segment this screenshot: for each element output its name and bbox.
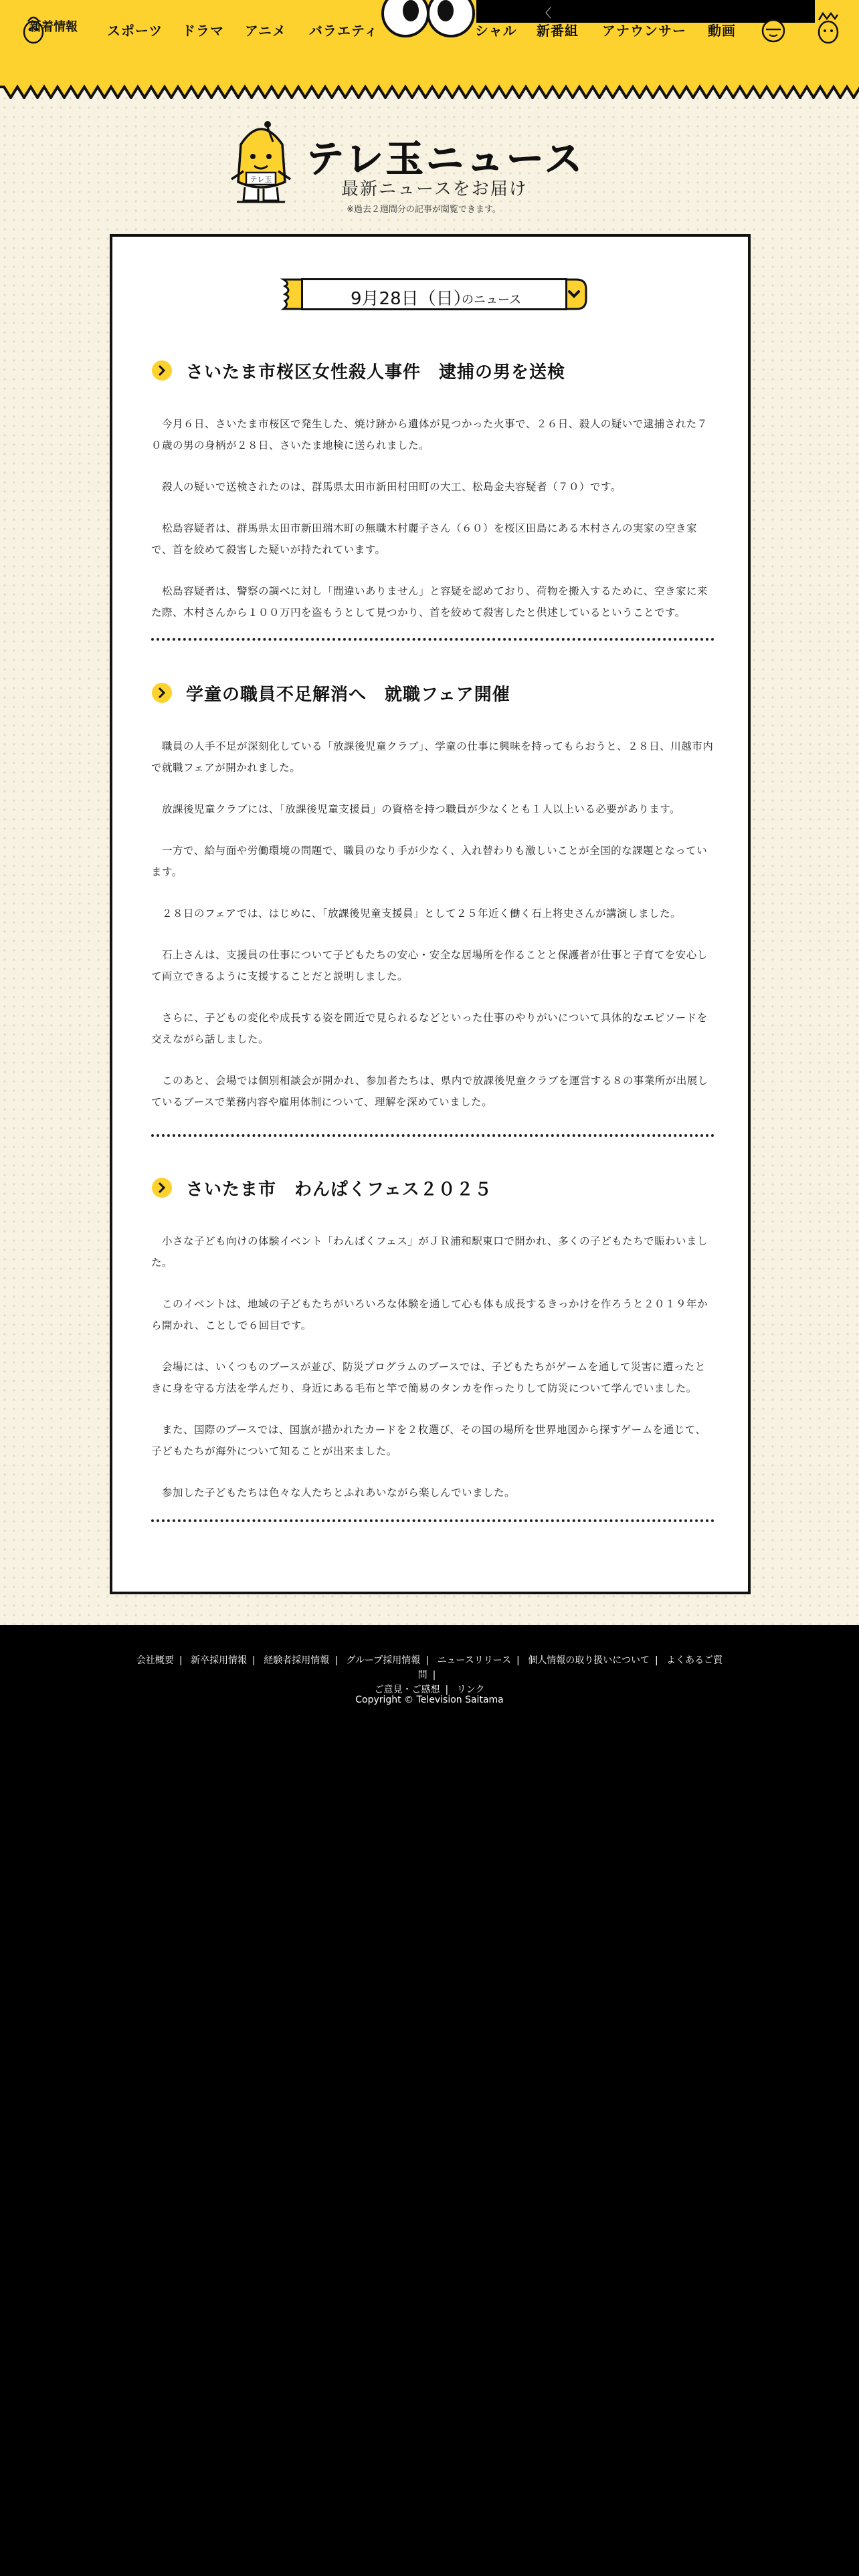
article-divider: [151, 1134, 714, 1137]
banner-text: 〈: [539, 7, 551, 21]
article-paragraph: このイベントは、地域の子どもたちがいろいろな体験を通して心も体も成長するきっかけを作ろうと２０１９年から開かれ、ことしで６回目です。: [151, 1298, 708, 1331]
article-title: 学童の職員不足解消へ 就職フェア開催: [186, 685, 510, 705]
logo-label[interactable]: 新着情報: [29, 20, 78, 34]
date-suffix: のニュース: [462, 293, 522, 307]
nav-announcer[interactable]: アナウンサー: [602, 23, 686, 39]
archive-note: ※過去２週間分の記事が閲覧できます。: [347, 205, 501, 215]
article-paragraph: 松島容疑者は、警察の調べに対し「間違いありません」と容疑を認めており、荷物を搬入するために、空き家に来た際、木村さんから１００万円を盗もうとして見つかり、首を絞めて殺害したと供述しているということです。: [151, 585, 708, 619]
mascot-face-icon[interactable]: [760, 17, 787, 44]
article-paragraph: 殺人の疑いで送検されたのは、群馬県太田市新田村田町の大工、松島金夫容疑者（７０）です。: [151, 481, 622, 493]
site-header: [0, 0, 859, 99]
footer-separator: |: [425, 1655, 429, 1666]
footer-separator: |: [654, 1655, 658, 1666]
footer-link-faq[interactable]: よくあるご質問: [417, 1655, 723, 1681]
date-selector[interactable]: [277, 277, 591, 312]
footer-separator: |: [432, 1670, 436, 1681]
article-paragraph: 一方で、給与面や労働環境の問題で、職員のなり手が少なく、入れ替わりも激しいことが全国的な課題となっています。: [151, 845, 708, 878]
footer-separator: |: [516, 1655, 520, 1666]
article-body: [151, 736, 714, 1113]
chevron-down-icon[interactable]: [566, 286, 582, 302]
footer-link-group[interactable]: グループ採用情報: [346, 1655, 421, 1666]
footer-link-company[interactable]: 会社概要: [136, 1655, 174, 1666]
nav-video[interactable]: 動画: [708, 23, 736, 39]
eyes-logo-icon[interactable]: [379, 0, 479, 41]
nav-variety[interactable]: バラエティ: [309, 23, 379, 39]
article-header: [151, 1174, 714, 1201]
article-header: [151, 357, 714, 384]
article-paragraph: また、国際のブースでは、国旗が描かれたカードを２枚選び、その国の場所を世界地図から探すゲームを通じて、子どもたちが海外について知ることが出来ました。: [151, 1424, 706, 1457]
article-paragraph: ２８日のフェアでは、はじめに、「放課後児童支援員」として２５年近く働く石上将史さんが講演しました。: [151, 907, 681, 920]
copyright: Copyright © Television Saitama: [355, 1695, 504, 1705]
article-divider: [151, 1519, 714, 1522]
footer-link-new-grad[interactable]: 新卒採用情報: [191, 1655, 248, 1666]
site-footer: [0, 1625, 859, 1725]
bullet-arrow-icon: [151, 360, 173, 381]
bullet-arrow-icon: [151, 682, 173, 704]
article-paragraph: 参加した子どもたちは色々な人たちとふれあいながら楽しんでいました。: [151, 1487, 516, 1499]
article-paragraph: 小さな子ども向けの体験イベント「わんぱくフェス」がＪＲ浦和駅東口で開かれ、多くの子どもたちで賑わいました。: [151, 1235, 708, 1269]
footer-link-feedback[interactable]: ご意見・ご感想: [374, 1685, 440, 1695]
news-article: [151, 357, 714, 643]
article-paragraph: さらに、子どもの変化や成長する姿を間近で見られるなどといった仕事のやりがいについて具体的なエピソードを交えながら話しました。: [151, 1012, 708, 1045]
nav-anime[interactable]: アニメ: [245, 23, 286, 39]
article-paragraph: このあと、会場では個別相談会が開かれ、参加者たちは、県内で放課後児童クラブを運営する８の事業所が出展しているブースで業務内容や雇用体制について、理解を深めていました。: [151, 1075, 708, 1108]
footer-link-privacy[interactable]: 個人情報の取り扱いについて: [528, 1655, 650, 1666]
article-paragraph: 松島容疑者は、群馬県太田市新田瑞木町の無職木村麗子さん（６０）を桜区田島にある木村さんの実家の空き家で、首を絞めて殺害した疑いが持たれています。: [151, 522, 698, 556]
bullet-arrow-icon: [151, 1177, 173, 1198]
footer-links: [134, 1653, 725, 1697]
nav-special[interactable]: シャル: [475, 23, 517, 39]
footer-link-experienced[interactable]: 経験者採用情報: [264, 1655, 330, 1666]
article-header: [151, 679, 714, 706]
footer-link-links[interactable]: リンク: [456, 1685, 485, 1695]
news-article: [151, 1174, 714, 1523]
nav-new-programs[interactable]: 新番組: [537, 23, 579, 39]
news-panel: [110, 234, 751, 1594]
selected-date: 9月28日（日）: [351, 289, 471, 309]
article-body: [151, 413, 714, 623]
article-title: さいたま市桜区女性殺人事件 逮捕の男を送検: [186, 362, 566, 383]
footer-link-news-release[interactable]: ニュースリリース: [437, 1655, 512, 1666]
footer-separator: |: [445, 1685, 449, 1695]
mascot-badge-text: テレ玉: [250, 175, 272, 184]
nav-drama[interactable]: ドラマ: [182, 23, 224, 39]
article-paragraph: 会場には、いくつものブースが並び、防災プログラムのブースでは、子どもたちがゲームを通して災害に遭ったときに身を守る方法を学んだり、身近にある毛布と竿で簡易のタンカを作ったりして防災について学んでいました。: [151, 1361, 706, 1394]
footer-separator: |: [335, 1655, 338, 1666]
article-divider: [151, 638, 714, 641]
page-subtitle: 最新ニュースをお届け: [341, 179, 528, 199]
article-paragraph: 石上さんは、支援員の仕事について子どもたちの安心・安全な居場所を作ることと保護者が仕事と子育てを安心して両立できるように支援することだと説明しました。: [151, 949, 708, 982]
article-title: さいたま市 わんぱくフェス２０２５: [186, 1180, 492, 1200]
mascot-character-icon[interactable]: [814, 11, 843, 45]
page-title: テレ玉ニュース: [306, 138, 585, 181]
footer-separator: |: [179, 1655, 183, 1666]
article-paragraph: 放課後児童クラブには、「放課後児童支援員」の資格を持つ職員が少なくとも１人以上いる必要があります。: [151, 803, 681, 815]
nav-sports[interactable]: スポーツ: [107, 23, 163, 39]
article-paragraph: 職員の人手不足が深刻化している「放課後児童クラブ」、学童の仕事に興味を持ってもらおうと、２８日、川越市内で就職フェアが開かれました。: [151, 740, 714, 774]
mascot-illustration-icon: [227, 118, 294, 206]
news-article: [151, 679, 714, 1133]
article-paragraph: 今月６日、さいたま市桜区で発生した、焼け跡から遺体が見つかった火事で、２６日、殺人の疑いで逮捕された７０歳の男の身柄が２８日、さいたま地検に送られました。: [151, 418, 708, 451]
footer-separator: |: [252, 1655, 256, 1666]
article-body: [151, 1230, 714, 1503]
